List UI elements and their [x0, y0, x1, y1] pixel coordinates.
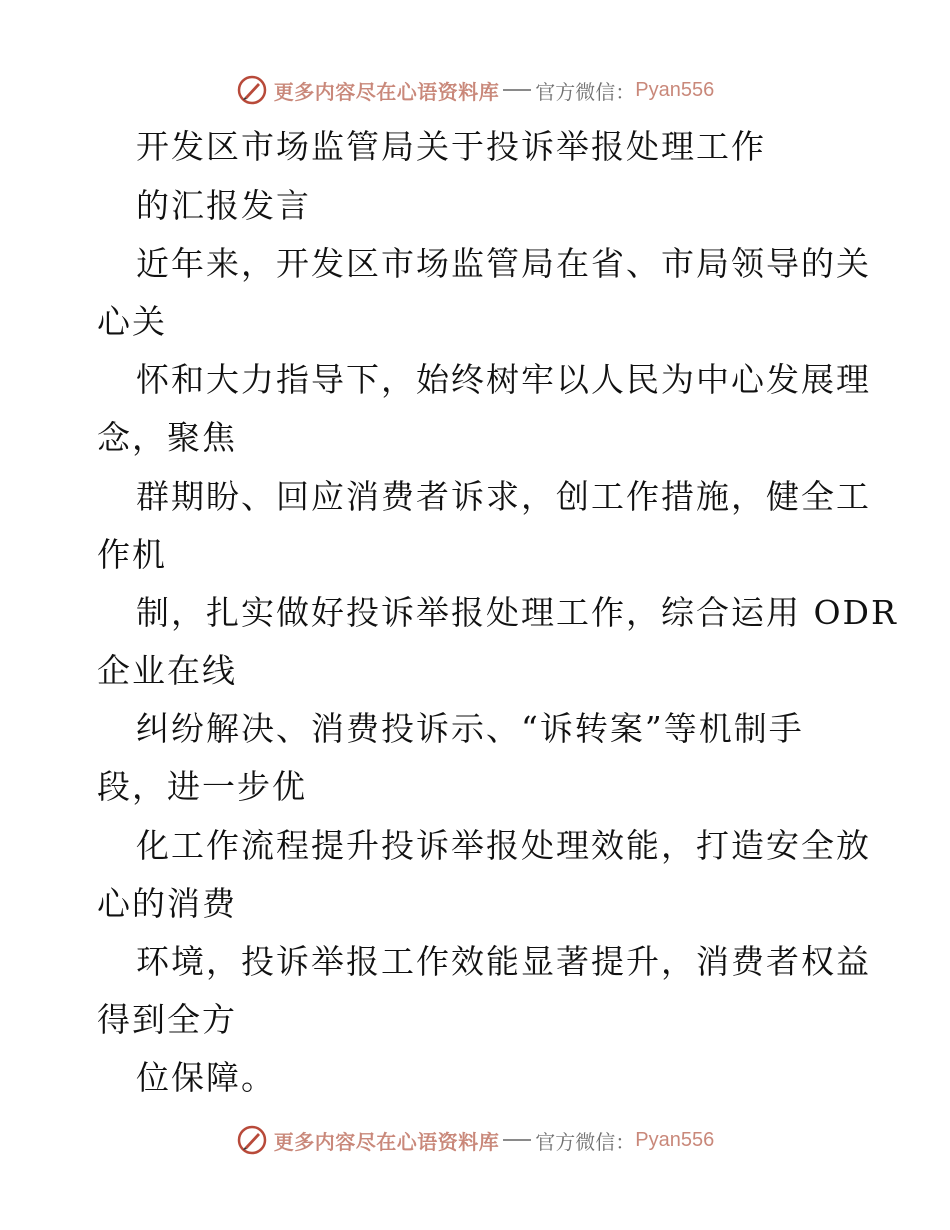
quill-logo-icon [236, 1124, 268, 1156]
body-line: 心关 [97, 302, 167, 341]
watermark-account: Pyan556 [635, 78, 715, 101]
body-line: 企业在线 [97, 651, 237, 690]
watermark-dash [503, 1139, 531, 1141]
watermark-brand: 更多内容尽在心语资料库 [273, 79, 500, 104]
body-line: 心的消费 [97, 884, 237, 923]
body-line: 位保障。 [136, 1058, 276, 1097]
title-line-2: 的汇报发言 [136, 186, 311, 225]
body-line: 纠纷解决、消费投诉示、“诉转案”等机制手 [136, 709, 804, 748]
body-line: 环境，投诉举报工作效能显著提升，消费者权益 [136, 942, 871, 981]
body-line: 化工作流程提升投诉举报处理效能，打造安全放 [136, 826, 871, 865]
header-watermark [0, 70, 950, 110]
watermark-dash [503, 89, 531, 91]
footer-watermark [0, 1120, 950, 1160]
body-line: 得到全方 [97, 1000, 237, 1039]
body-line: 怀和大力指导下，始终树牢以人民为中心发展理 [136, 360, 871, 399]
watermark-account: Pyan556 [635, 1128, 715, 1151]
body-line: 段，进一步优 [97, 767, 307, 806]
watermark-label: 官方微信： [535, 1129, 636, 1154]
body-line: 制，扎实做好投诉举报处理工作，综合运用 ODR [136, 593, 898, 632]
body-line: 作机 [97, 535, 167, 574]
title-line-1: 开发区市场监管局关于投诉举报处理工作 [136, 127, 766, 166]
body-line: 念，聚焦 [97, 418, 237, 457]
quill-logo-icon [236, 74, 268, 106]
watermark-label: 官方微信： [535, 79, 636, 104]
body-line: 近年来，开发区市场监管局在省、市局领导的关 [136, 244, 871, 283]
body-line: 群期盼、回应消费者诉求，创工作措施，健全工 [136, 477, 871, 516]
watermark-brand: 更多内容尽在心语资料库 [273, 1129, 500, 1154]
